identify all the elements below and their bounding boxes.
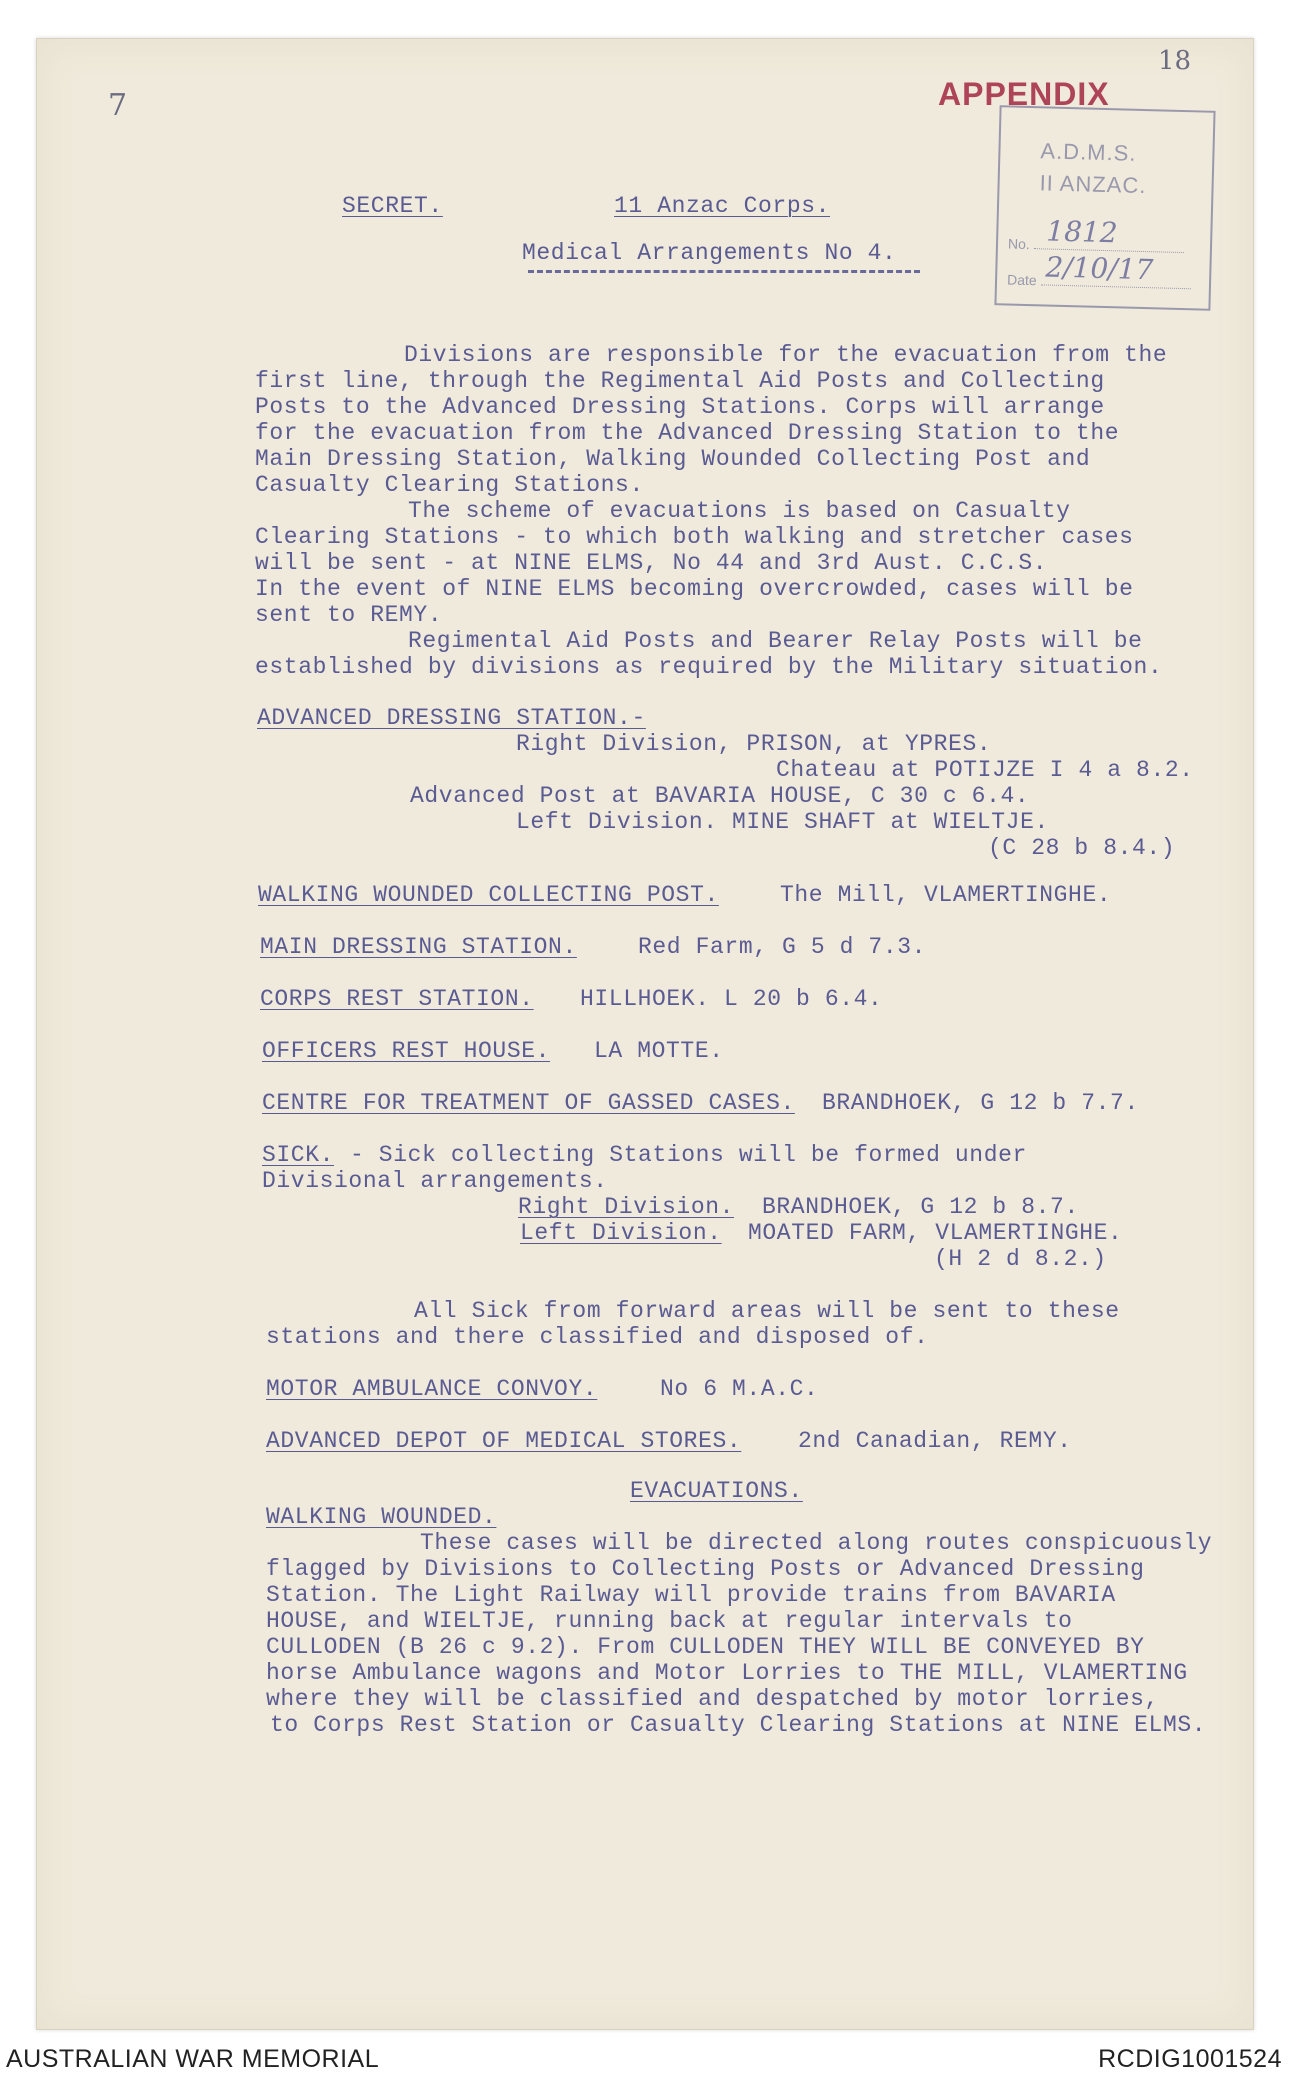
stamp-no-value: 1812	[1045, 214, 1119, 250]
sick-right-label: Right Division.	[518, 1194, 735, 1220]
intro-line: sent to REMY.	[255, 602, 443, 628]
footer-item-id: RCDIG1001524	[1098, 2045, 1282, 2073]
sick-all-line: stations and there classified and disposed of.	[266, 1324, 929, 1350]
walking-wounded-heading: WALKING WOUNDED.	[266, 1504, 497, 1530]
evac-line: Station. The Light Railway will provide trains from BAVARIA	[266, 1582, 1116, 1608]
ads-line: Advanced Post at BAVARIA HOUSE, C 30 c 6.4.	[410, 783, 1030, 809]
subtitle-rule	[528, 270, 920, 273]
sick-left-ref: (H 2 d 8.2.)	[934, 1246, 1107, 1272]
gassed-label: CENTRE FOR TREATMENT OF GASSED CASES.	[262, 1090, 795, 1116]
stamp-line1: A.D.M.S.	[1040, 138, 1137, 166]
crs-value: HILLHOEK. L 20 b 6.4.	[580, 986, 883, 1012]
evac-line: flagged by Divisions to Collecting Posts or Advanced Dressing	[266, 1556, 1145, 1582]
ads-line: Left Division. MINE SHAFT at WIELTJE.	[516, 809, 1049, 835]
intro-line: first line, through the Regimental Aid Posts and Collecting	[255, 368, 1105, 394]
stamp-date-value: 2/10/17	[1045, 250, 1154, 287]
ads-line: Right Division, PRISON, at YPRES.	[516, 731, 992, 757]
sick-left-label: Left Division.	[520, 1220, 722, 1246]
evac-line: where they will be classified and despatched by motor lorries,	[266, 1686, 1159, 1712]
corps-heading: 11 Anzac Corps.	[614, 193, 831, 219]
intro-line: will be sent - at NINE ELMS, No 44 and 3rd Aust. C.C.S.	[255, 550, 1048, 576]
evac-line: horse Ambulance wagons and Motor Lorries to THE MILL, VLAMERTING	[266, 1660, 1188, 1686]
ads-line: (C 28 b 8.4.)	[988, 835, 1176, 861]
intro-line: Casualty Clearing Stations.	[255, 472, 644, 498]
gassed-value: BRANDHOEK, G 12 b 7.7.	[822, 1090, 1139, 1116]
stores-value: 2nd Canadian, REMY.	[798, 1428, 1072, 1454]
intro-line: Regimental Aid Posts and Bearer Relay Posts will be	[408, 628, 1143, 654]
footer-institution: AUSTRALIAN WAR MEMORIAL	[6, 2045, 380, 2073]
intro-line: established by divisions as required by the Military situation.	[255, 654, 1163, 680]
wwcp-label: WALKING WOUNDED COLLECTING POST.	[258, 882, 719, 908]
sick-all-line: All Sick from forward areas will be sent to these	[414, 1298, 1120, 1324]
intro-line: Posts to the Advanced Dressing Stations. Corps will arrange	[255, 394, 1105, 420]
orh-value: LA MOTTE.	[594, 1038, 724, 1064]
registry-stamp	[994, 105, 1215, 311]
intro-line: for the evacuation from the Advanced Dressing Station to the	[255, 420, 1120, 446]
intro-line: Main Dressing Station, Walking Wounded Collecting Post and	[255, 446, 1091, 472]
sick-label: SICK.	[262, 1142, 335, 1168]
mac-label: MOTOR AMBULANCE CONVOY.	[266, 1376, 598, 1402]
crs-label: CORPS REST STATION.	[260, 986, 534, 1012]
sick-left-value: MOATED FARM, VLAMERTINGHE.	[748, 1220, 1123, 1246]
sick-line: Divisional arrangements.	[262, 1168, 608, 1194]
appendix-stamp: APPENDIX	[938, 76, 1110, 112]
evac-line: These cases will be directed along routes conspicuously	[420, 1530, 1213, 1556]
evac-line: HOUSE, and WIELTJE, running back at regular intervals to	[266, 1608, 1073, 1634]
stores-label: ADVANCED DEPOT OF MEDICAL STORES.	[266, 1428, 742, 1454]
page-number-mark: 18	[1158, 46, 1192, 76]
stamp-line2: II ANZAC.	[1039, 170, 1147, 199]
document-subtitle: Medical Arrangements No 4.	[522, 240, 897, 266]
mds-label: MAIN DRESSING STATION.	[260, 934, 577, 960]
sick-line: - Sick collecting Stations will be formed under	[350, 1142, 1027, 1168]
secret-heading: SECRET.	[342, 193, 443, 219]
evac-line: to Corps Rest Station or Casualty Clearing Stations at NINE ELMS.	[270, 1712, 1207, 1738]
sick-right-value: BRANDHOEK, G 12 b 8.7.	[762, 1194, 1079, 1220]
intro-line: The scheme of evacuations is based on Casualty	[408, 498, 1071, 524]
mds-value: Red Farm, G 5 d 7.3.	[638, 934, 927, 960]
intro-line: In the event of NINE ELMS becoming overcrowded, cases will be	[255, 576, 1134, 602]
evacuations-heading: EVACUATIONS.	[630, 1478, 803, 1504]
ads-heading: ADVANCED DRESSING STATION.-	[257, 705, 646, 731]
intro-line: Clearing Stations - to which both walking and stretcher cases	[255, 524, 1134, 550]
orh-label: OFFICERS REST HOUSE.	[262, 1038, 551, 1064]
stamp-date-label: Date	[1006, 271, 1037, 289]
intro-line: Divisions are responsible for the evacuation from the	[404, 342, 1168, 368]
stamp-no-label: No.	[1007, 235, 1031, 253]
mac-value: No 6 M.A.C.	[660, 1376, 819, 1402]
ads-line: Chateau at POTIJZE I 4 a 8.2.	[776, 757, 1194, 783]
evac-line: CULLODEN (B 26 c 9.2). From CULLODEN THEY WILL BE CONVEYED BY	[266, 1634, 1145, 1660]
margin-mark-left: 7	[108, 88, 128, 123]
wwcp-value: The Mill, VLAMERTINGHE.	[780, 882, 1112, 908]
